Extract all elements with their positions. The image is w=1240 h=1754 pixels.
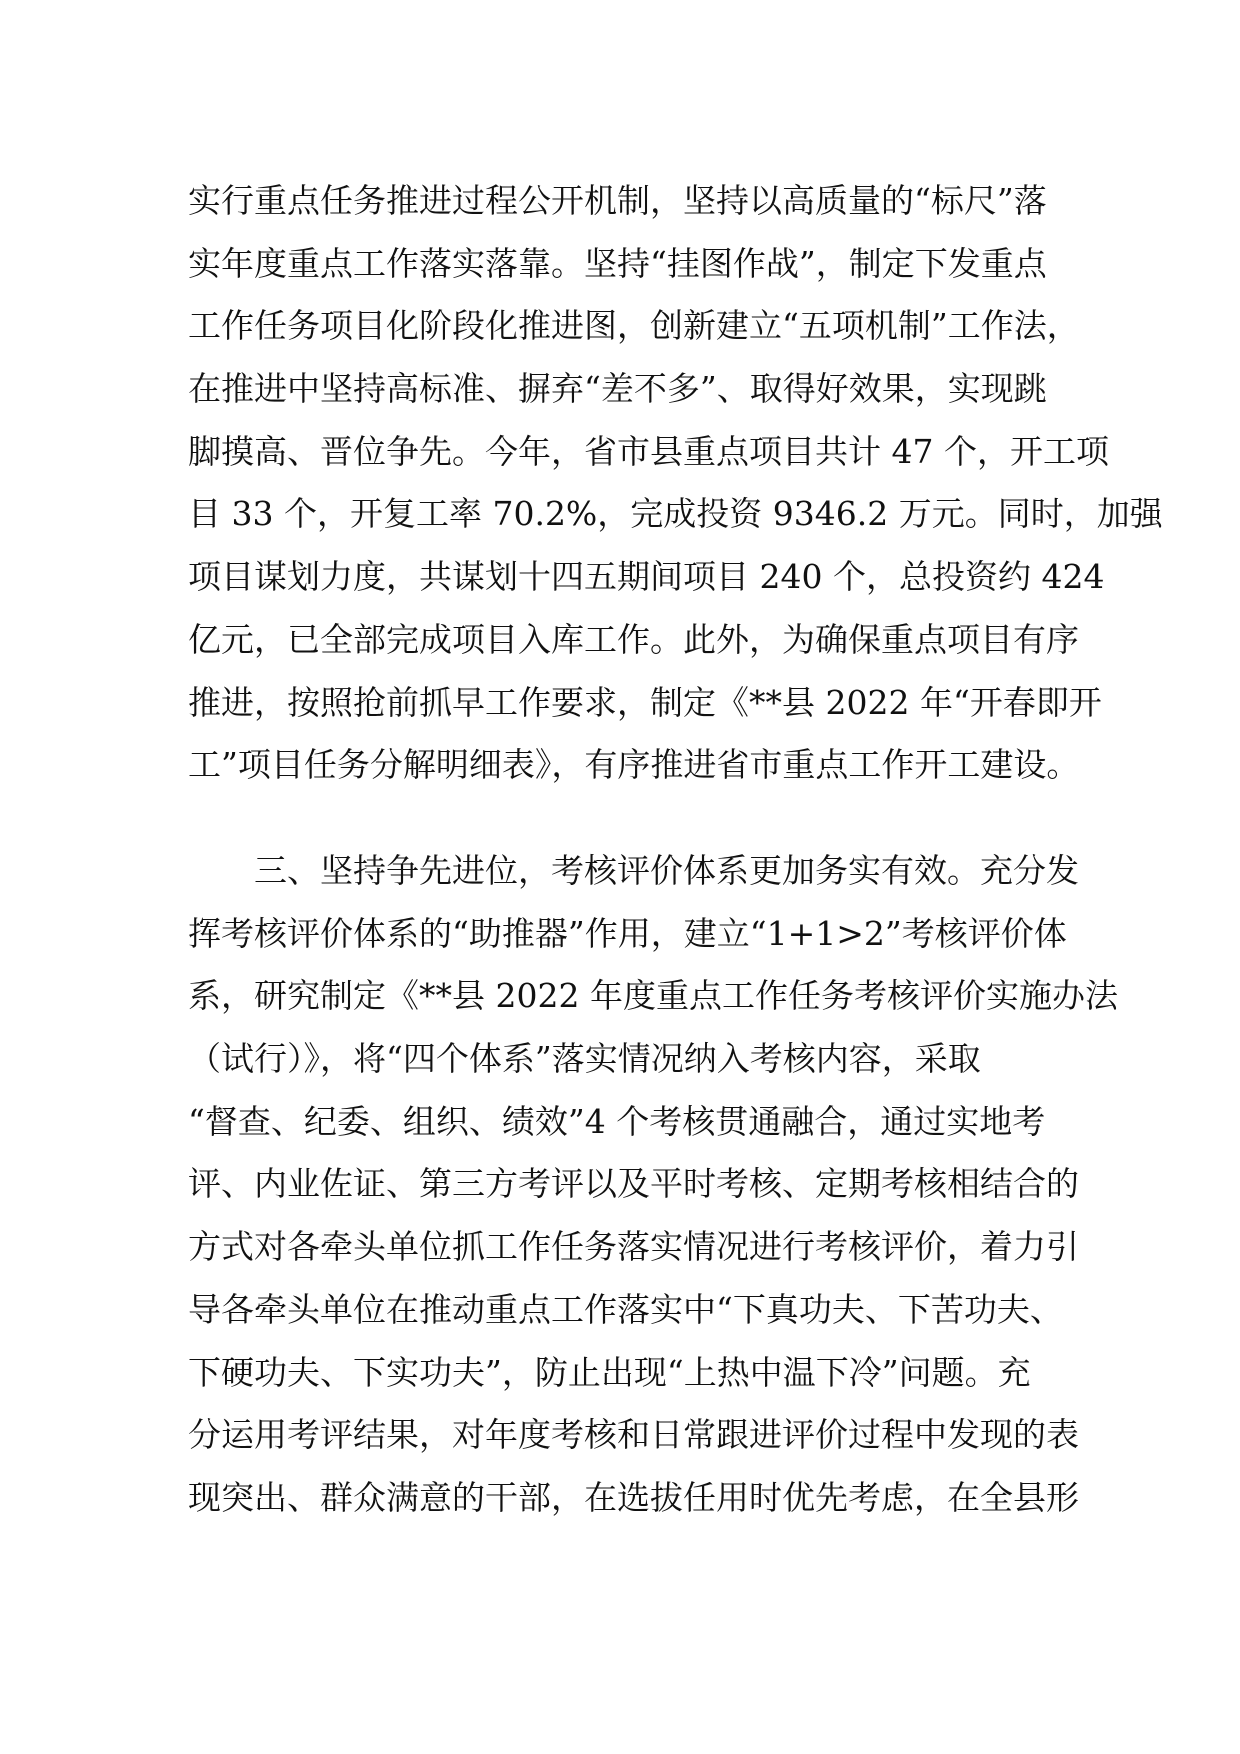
text-line: 项目谋划力度，共谋划十四五期间项目 240 个，总投资约 424 [188,557,1105,597]
text-line: 系，研究制定《**县 2022 年度重点工作任务考核评价实施办法 [188,976,1118,1016]
text-line: 导各牵头单位在推动重点工作落实中“下真功夫、下苦功夫、 [188,1289,1063,1329]
text-line: 工”项目任务分解明细表》，有序推进省市重点工作开工建设。 [188,745,1080,785]
text-line: 工作任务项目化阶段化推进图，创新建立“五项机制”工作法， [188,306,1080,346]
paragraph-evaluation-system [188,840,1118,1530]
text-line: 实行重点任务推进过程公开机制，坚持以高质量的“标尺”落 [188,181,1047,220]
text-line: “督查、纪委、组织、绩效”4 个考核贯通融合，通过实地考 [188,1101,1046,1141]
text-line: 挥考核评价体系的“助推器”作用，建立“1+1>2”考核评价体 [188,913,1067,953]
text-line: 亿元，已全部完成项目入库工作。此外，为确保重点项目有序 [188,619,1079,659]
text-line: 方式对各牵头单位抓工作任务落实情况进行考核评价，着力引 [188,1227,1079,1267]
text-line: 脚摸高、晋位争先。今年，省市县重点项目共计 47 个，开工项 [188,431,1109,471]
text-line: 下硬功夫、下实功夫”，防止出现“上热中温下冷”问题。充 [188,1352,1031,1392]
paragraph-project-progress [188,170,1163,797]
text-line: 实年度重点工作落实落靠。坚持“挂图作战”，制定下发重点 [188,243,1047,283]
text-line: 分运用考评结果，对年度考核和日常跟进评价过程中发现的表 [188,1415,1079,1455]
text-line: 推进，按照抢前抓早工作要求，制定《**县 2022 年“开春即开 [188,682,1102,722]
text-line: 现突出、群众满意的干部，在选拔任用时优先考虑，在全县形 [188,1477,1079,1517]
text-line: （试行）》，将“四个体系”落实情况纳入考核内容，采取 [188,1039,981,1079]
text-line: 目 33 个，开复工率 70.2%，完成投资 9346.2 万元。同时，加强 [188,494,1163,534]
text-line: 三、坚持争先进位，考核评价体系更加务实有效。充分发 [188,851,1079,890]
text-line: 在推进中坚持高标准、摒弃“差不多”、取得好效果，实现跳 [188,369,1047,409]
text-line: 评、内业佐证、第三方考评以及平时考核、定期考核相结合的 [188,1164,1079,1204]
